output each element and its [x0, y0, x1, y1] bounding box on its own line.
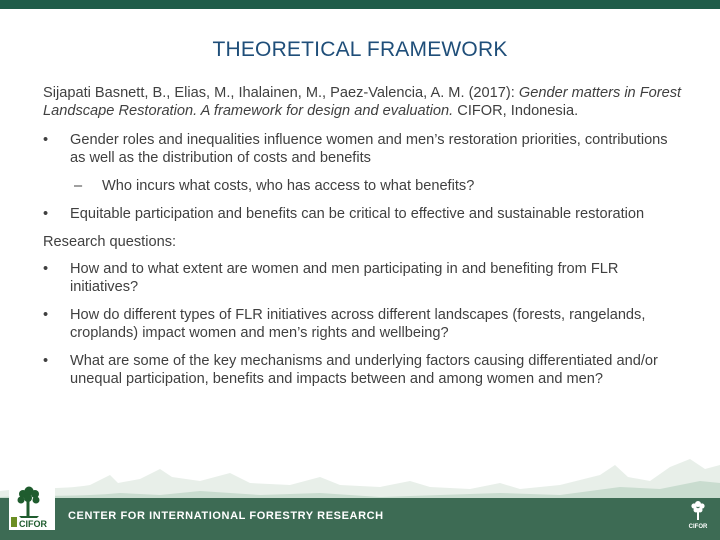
- sub-bullet-marker: –: [74, 178, 83, 194]
- bullet-marker: •: [43, 132, 49, 148]
- top-accent-bar: [0, 0, 720, 9]
- question-item: [43, 352, 683, 388]
- question-item: [43, 306, 683, 342]
- research-questions-label: Research questions:: [43, 234, 177, 250]
- bullet-text: Gender roles and inequalities influence women and men’s restoration priorities, contributions as well as the distribution of costs and benefits: [70, 132, 668, 166]
- bullet-text: Equitable participation and benefits can be critical to effective and sustainable restoration: [70, 206, 645, 222]
- slide-title: THEORETICAL FRAMEWORK: [212, 38, 508, 61]
- small-tree-icon: [684, 500, 712, 530]
- tree-logo-icon: [9, 484, 55, 530]
- question-text: How and to what extent are women and men participating in and benefiting from FLR initiatives?: [70, 261, 619, 295]
- cifor-small-logo: [684, 500, 712, 530]
- reference-authors: Sijapati Basnett, B., Elias, M., Ihalainen, M., Paez-Valencia, A. M. (2017):: [43, 85, 519, 101]
- bullet-marker: •: [43, 261, 49, 277]
- slide-body: [43, 84, 683, 398]
- bullet-item: [43, 131, 683, 167]
- bullet-item: [43, 205, 683, 223]
- reference-publisher: CIFOR, Indonesia.: [453, 103, 579, 119]
- organization-name: CENTER FOR INTERNATIONAL FORESTRY RESEARCH: [68, 510, 384, 522]
- bullet-marker: •: [43, 353, 49, 369]
- sub-bullet-text: Who incurs what costs, who has access to what benefits?: [102, 178, 475, 194]
- logo-text: CIFOR: [19, 519, 47, 529]
- footer: [0, 455, 720, 540]
- cifor-logo: [9, 484, 55, 530]
- reference-title: Gender matters in Forest Landscape Restoration. A framework for design and evaluation.: [43, 85, 682, 119]
- question-text: What are some of the key mechanisms and underlying factors causing differentiated and/or unequal participation, benefits and impacts between and among women and men?: [70, 353, 658, 387]
- small-logo-text: CIFOR: [688, 524, 708, 530]
- question-text: How do different types of FLR initiatives across different landscapes (forests, rangelands, croplands) impact women and men’s rights and wellbeing?: [70, 307, 646, 341]
- sub-bullet-item: [43, 177, 683, 195]
- bullet-marker: •: [43, 307, 49, 323]
- question-item: [43, 260, 683, 296]
- reference-citation: [43, 84, 683, 120]
- bullet-marker: •: [43, 206, 49, 222]
